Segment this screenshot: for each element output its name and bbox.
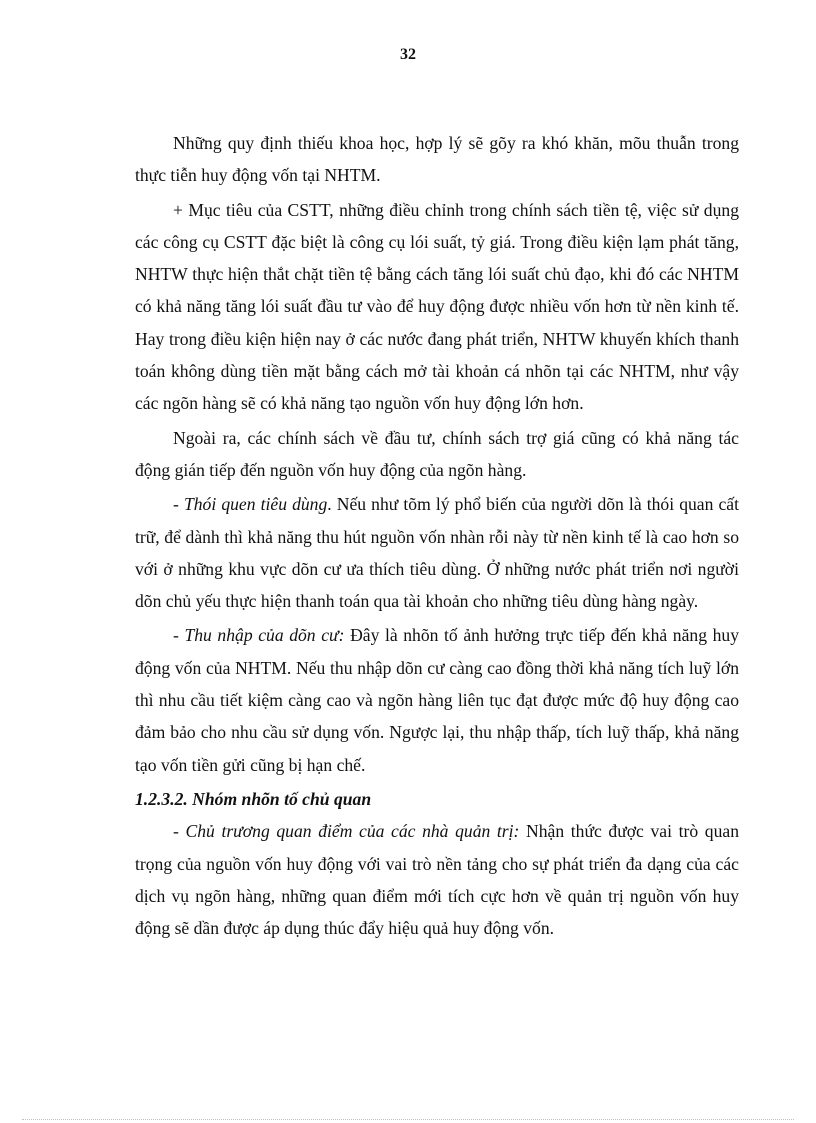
management-view-label: - Chủ trương quan điểm của các nhà quản trị: (173, 821, 520, 842)
paragraph-5 (135, 619, 739, 780)
paragraph-5-text: Đây là nhõn tố ảnh hưởng trực tiếp đến khả năng huy động vốn của NHTM. Nếu thu nhập dõn cư càng cao đồng thời khả năng tích luỹ lớn thì nhu cầu tiết kiệm càng cao và ngõn hàng liên tục đạt được mức độ huy động cao đảm bảo cho nhu cầu sử dụng vốn. Ngược lại, thu nhập thấp, tích luỹ thấp, khả năng tạo vốn tiền gửi cũng bị hạn chế. (135, 625, 739, 775)
page-number: 32 (400, 46, 416, 63)
paragraph-2: + Mục tiêu của CSTT, những điều chỉnh trong chính sách tiền tệ, việc sử dụng các công cụ CSTT đặc biệt là công cụ lói suất, tỷ giá. Trong điều kiện lạm phát tăng, NHTW thực hiện thắt chặt tiền tệ bằng cách tăng lói suất chủ đạo, khi đó các NHTM có khả năng tăng lói suất đầu tư vào để huy động được nhiều vốn hơn từ nền kinh tế. Hay trong điều kiện hiện nay ở các nước đang phát triển, NHTW khuyến khích thanh toán không dùng tiền mặt bằng cách mở tài khoản cá nhõn tại các NHTM, như vậy các ngõn hàng sẽ có khả năng tạo nguồn vốn huy động lớn hơn. (135, 199, 739, 414)
consumption-habits-label: - Thói quen tiêu dùng (173, 494, 328, 515)
paragraph-3: Ngoài ra, các chính sách về đầu tư, chính sách trợ giá cũng có khả năng tác động gián tiếp đến nguồn vốn huy động của ngõn hàng. (135, 427, 739, 480)
document-body (135, 127, 739, 946)
paragraph-6-text: Nhận thức được vai trò quan trọng của nguồn vốn huy động với vai trò nền tảng cho sự phát triển đa dạng của các dịch vụ ngõn hàng, những quan điểm mới tích cực hơn về quản trị nguồn vốn huy động sẽ dần được áp dụng thúc đẩy hiệu quả huy động vốn. (135, 821, 739, 939)
paragraph-1: Những quy định thiếu khoa học, hợp lý sẽ gõy ra khó khăn, mõu thuẫn trong thực tiễn huy động vốn tại NHTM. (135, 133, 739, 186)
paragraph-4 (135, 488, 739, 617)
paragraph-6 (135, 815, 739, 944)
section-heading: 1.2.3.2. Nhóm nhõn tố chủ quan (135, 788, 372, 809)
paragraph-4-text: . Nếu như tõm lý phổ biến của người dõn là thói quan cất trữ, để dành thì khả năng thu hút nguồn vốn nhàn rỗi này từ nền kinh tế là cao hơn so với ở những khu vực dõn cư ưa thích tiêu dùng. Ở những nước phát triển nơi người dõn chủ yếu thực hiện thanh toán qua tài khoản cho những tiêu dùng hàng ngày. (135, 494, 739, 612)
page-bottom-border (22, 1119, 794, 1120)
income-label: - Thu nhập của dõn cư: (173, 625, 345, 646)
